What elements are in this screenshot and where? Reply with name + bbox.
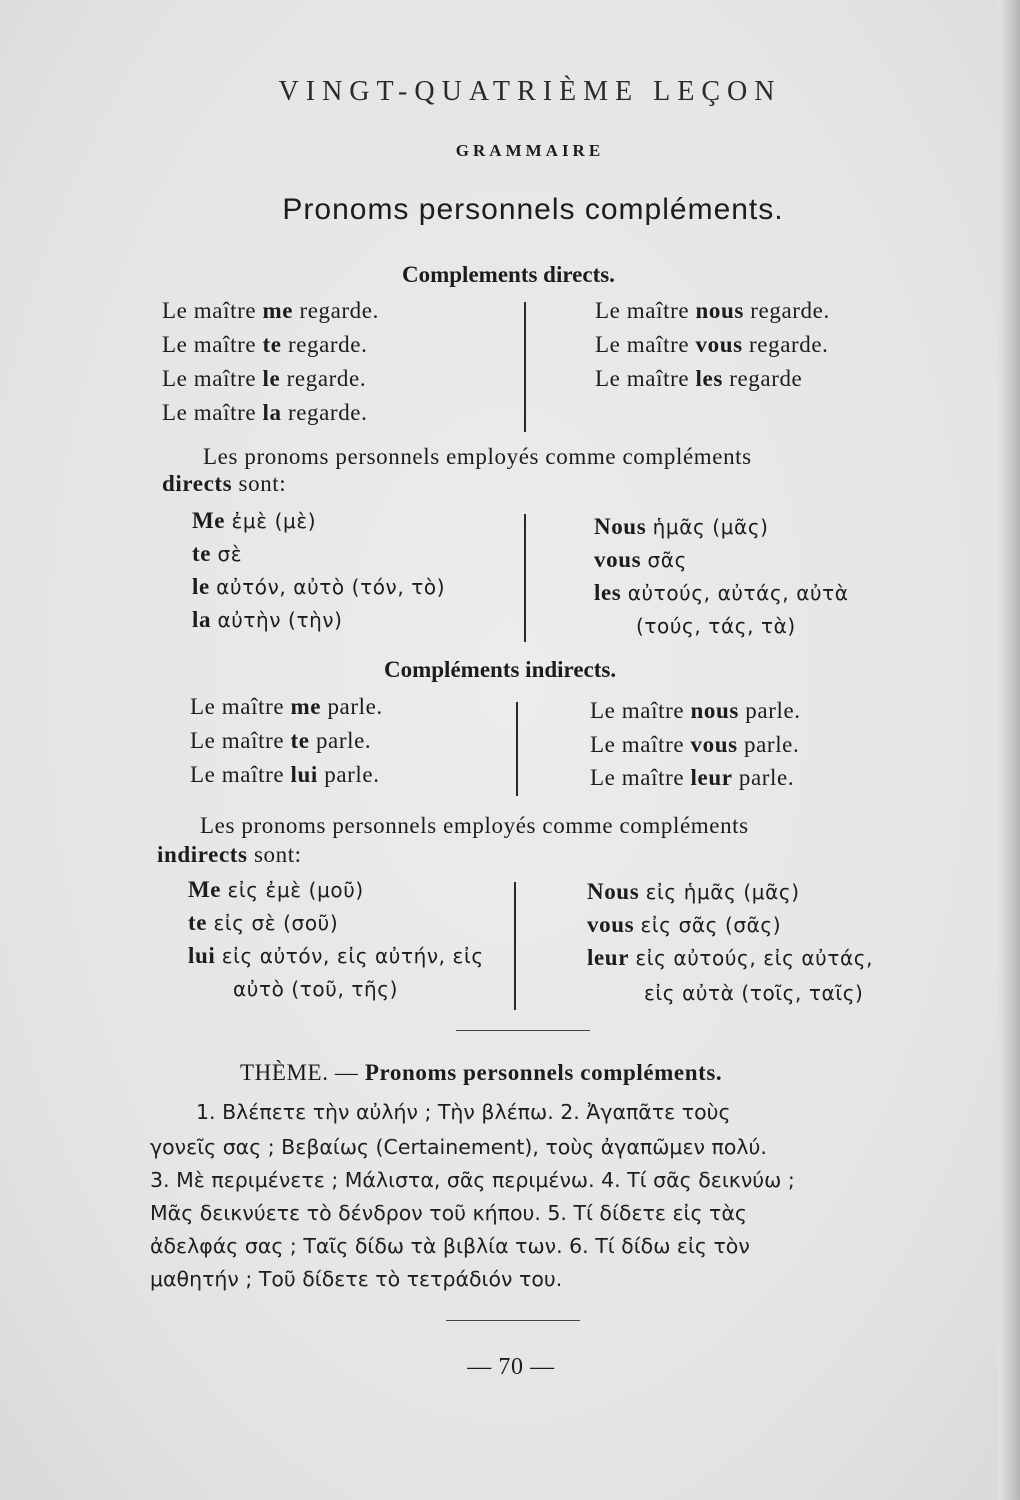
pronoun-line: Me ἐμὲ (μὲ): [192, 508, 317, 533]
pronoun-line: les αὐτούς, αὐτάς, αὐτὰ: [594, 580, 849, 605]
indirect-intro-line-2: indirects sont:: [157, 842, 302, 867]
pronoun-line: vous εἰς σᾶς (σᾶς): [587, 912, 782, 937]
example-line: Le maître vous regarde.: [595, 332, 829, 357]
theme-line: Μᾶς δεικνύετε τὸ δένδρον τοῦ κήπου. 5. Τί δίδετε εἰς τὰς: [150, 1201, 747, 1225]
indirect-intro-line: Les pronoms personnels employés comme compléments: [200, 813, 749, 838]
example-line: Le maître me regarde.: [162, 298, 379, 323]
direct-intro-line-2: directs sont:: [162, 471, 287, 496]
column-divider: [524, 302, 526, 432]
example-line: Le maître te parle.: [190, 728, 372, 753]
pronoun-line: vous σᾶς: [594, 547, 687, 572]
section-divider: [456, 1030, 590, 1031]
example-line: Le maître les regarde: [595, 366, 803, 391]
theme-heading: THÈME. — Pronoms personnels compléments.: [240, 1060, 723, 1085]
example-line: Le maître nous parle.: [590, 698, 801, 723]
indirect-heading: Compléments indirects.: [384, 657, 617, 682]
pronoun-line: Nous ἡμᾶς (μᾶς): [594, 514, 769, 539]
pronoun-line: lui εἰς αὐτόν, εἰς αὐτήν, εἰς: [188, 943, 484, 968]
lesson-title: VINGT-QUATRIÈME LEÇON: [278, 76, 782, 107]
theme-line: μαθητήν ; Τοῦ δίδετε τὸ τετράδιόν του.: [150, 1267, 563, 1291]
section-label: GRAMMAIRE: [455, 141, 605, 160]
theme-line: ἀδελφάς σας ; Ταῖς δίδω τὰ βιβλία των. 6. Τί δίδω εἰς τὸν: [150, 1234, 750, 1258]
theme-line: γονεῖς σας ; Βεβαίως (Certainement), τοὺς ἀγαπῶμεν πολύ.: [150, 1135, 767, 1159]
theme-line: 3. Μὲ περιμένετε ; Μάλιστα, σᾶς περιμένω. 4. Τί σᾶς δεικνύω ;: [150, 1168, 795, 1192]
theme-line: 1. Βλέπετε τὴν αὐλήν ; Τὴν βλέπω. 2. Ἀγαπᾶτε τοὺς: [196, 1100, 731, 1124]
pronoun-line: Me εἰς ἐμὲ (μοῦ): [188, 877, 364, 902]
page-number: — 70 —: [467, 1354, 555, 1380]
pronoun-line: εἰς αὐτὰ (τοῖς, ταῖς): [644, 981, 864, 1005]
column-divider: [516, 702, 518, 796]
pronoun-line: te σὲ: [192, 541, 243, 566]
example-line: Le maître vous parle.: [590, 732, 800, 757]
example-line: Le maître lui parle.: [190, 762, 380, 787]
section-divider: [446, 1320, 580, 1321]
direct-heading: Complements directs.: [402, 262, 615, 287]
pronoun-line: Nous εἰς ἡμᾶς (μᾶς): [587, 879, 800, 904]
example-line: Le maître te regarde.: [162, 332, 368, 357]
pronoun-line: te εἰς σὲ (σοῦ): [188, 910, 339, 935]
page-title: Pronoms personnels compléments.: [282, 193, 784, 226]
direct-intro-line: Les pronoms personnels employés comme compléments: [203, 444, 752, 469]
pronoun-line: (τούς, τάς, τὰ): [636, 614, 796, 638]
pronoun-line: αὐτὸ (τοῦ, τῆς): [233, 977, 399, 1001]
column-divider: [524, 514, 526, 642]
example-line: Le maître leur parle.: [590, 765, 795, 790]
example-line: Le maître nous regarde.: [595, 298, 830, 323]
pronoun-line: le αὐτόν, αὐτὸ (τόν, τὸ): [192, 574, 446, 599]
pronoun-line: leur εἰς αὐτούς, εἰς αὐτάς,: [587, 945, 874, 970]
pronoun-line: la αὐτὴν (τὴν): [192, 607, 343, 632]
column-divider: [514, 882, 516, 1010]
example-line: Le maître me parle.: [190, 694, 383, 719]
example-line: Le maître le regarde.: [162, 366, 367, 391]
example-line: Le maître la regarde.: [162, 400, 368, 425]
